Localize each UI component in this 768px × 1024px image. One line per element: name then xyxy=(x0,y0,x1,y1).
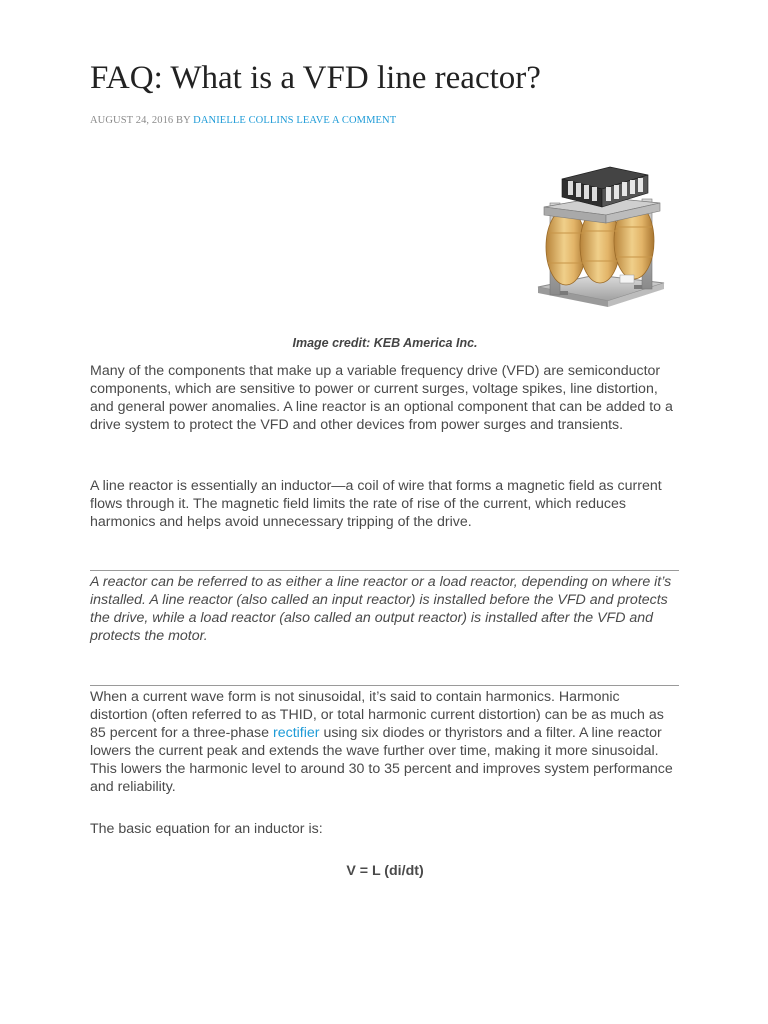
harmonics-text-after-link: using six diodes or thyristors and a filter. A line reactor lowers the current peak and extends the wave further over time, making it more sinusoidal. This lowers the harmonic level to around 30 to 35 percent and improves system performance and reliability. xyxy=(90,725,673,795)
post-by: BY xyxy=(176,115,191,126)
blockquote-top-divider xyxy=(90,570,679,571)
line-reactor-illustration xyxy=(536,155,666,327)
harmonics-text-before-link: When a current wave form is not sinusoidal, it’s said to contain harmonics. Harmonic distortion (often referred to as THID, or total harmonic current distortion) can be as much as 85 percent for a three-phase xyxy=(90,689,664,741)
rectifier-link[interactable]: rectifier xyxy=(272,725,320,741)
reactor-blockquote: A reactor can be referred to as either a line reactor or a load reactor, depending on where it’s installed. A line reactor (also called an input reactor) is installed before the VFD and protects the drive, while a load reactor (also called an output reactor) is installed after the VFD and protects the motor. xyxy=(90,574,672,644)
line-reactor-image xyxy=(536,155,666,327)
leave-comment-link[interactable]: LEAVE A COMMENT xyxy=(296,115,397,126)
harmonics-paragraph xyxy=(90,688,680,796)
image-caption: Image credit: KEB America Inc. xyxy=(292,336,478,350)
page-title: FAQ: What is a VFD line reactor? xyxy=(90,60,541,96)
post-date: AUGUST 24, 2016 xyxy=(90,115,174,126)
post-meta xyxy=(90,114,396,127)
intro-paragraph: Many of the components that make up a variable frequency drive (VFD) are semiconductor components, which are sensitive to power or current surges, voltage spikes, line distortion, and general power anomalies. A line reactor is an optional component that can be added to a drive system to protect the VFD and other devices from power surges and transients. xyxy=(90,363,673,433)
author-link[interactable]: DANIELLE COLLINS xyxy=(193,115,294,126)
equation-intro: The basic equation for an inductor is: xyxy=(90,821,323,837)
inductor-equation: V = L (di/dt) xyxy=(346,863,424,879)
inductor-paragraph: A line reactor is essentially an inductor—a coil of wire that forms a magnetic field as current flows through it. The magnetic field limits the rate of rise of the current, which reduces harmonics and helps avoid unnecessary tripping of the drive. xyxy=(90,478,662,530)
blockquote-bottom-divider xyxy=(90,685,679,686)
